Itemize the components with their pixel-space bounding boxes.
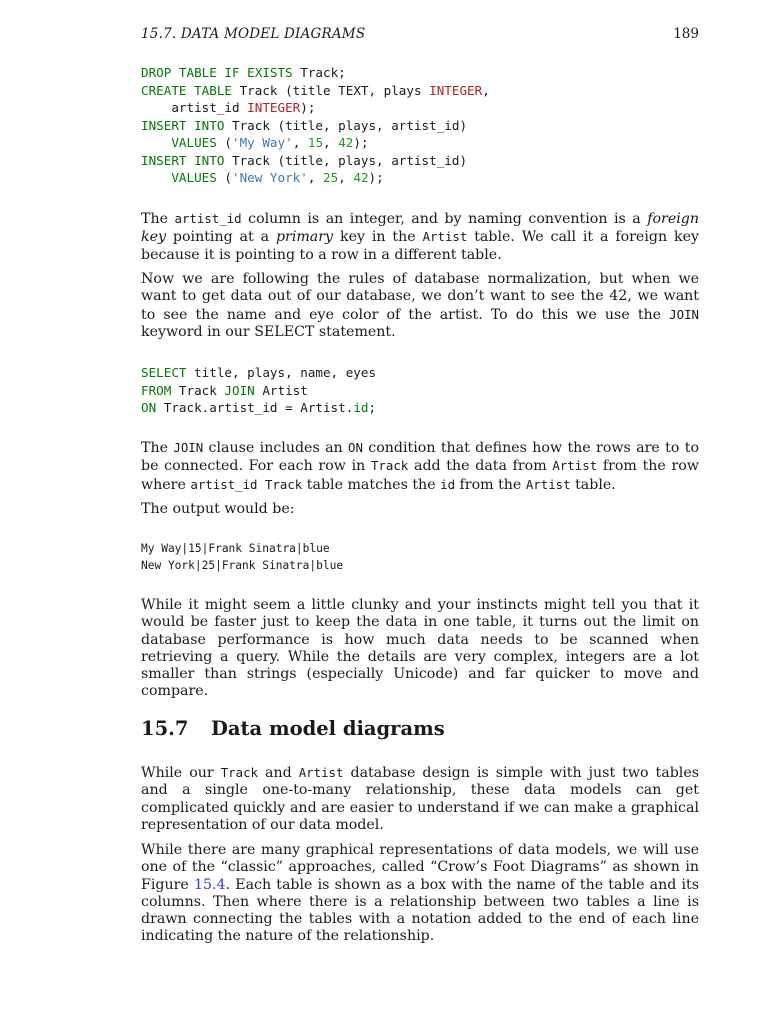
paragraph-join-clause: The JOIN clause includes an ON condition that defines how the rows are to to be connected. For each row in Track add the data from Artist from the row where artist_id Track table matches the id from the Artist table. — [141, 440, 699, 493]
paragraph-crows-foot: While there are many graphical representations of data models, we will use one of the “classic” approaches, called “Crow’s Foot Diagrams” as shown in Figure 15.4. Each table is shown as a box with the name of the table and its columns. Then where there is a relationship between two tables a line is drawn connecting the tables with a notation added to the end of each line indicating the nature of the relationship. — [141, 842, 700, 945]
section-title: Data model diagrams — [211, 717, 445, 740]
code-line: INSERT INTO Track (title, plays, artist_id) — [141, 117, 468, 133]
paragraph-normalization: Now we are following the rules of database normalization, but when we want to get data out of our database, we don’t want to see the 42, we want to see the name and eye color of the artist. To do this we use the JOIN keyword in our SELECT statement. — [141, 271, 699, 340]
code-block-select-join — [141, 364, 376, 417]
figure-reference-link[interactable]: 15.4 — [193, 876, 226, 893]
running-head — [141, 26, 699, 44]
code-block-create-track — [141, 64, 490, 187]
section-heading — [141, 717, 699, 740]
paragraph-performance: While it might seem a little clunky and your instincts might tell you that it would be faster just to keep the data in one table, it turns out the limit on database performance is how much data needs to be scanned when retrieving a query. While the details are very complex, integers are a lot smaller than strings (especially Unicode) and far quicker to move and compare. — [141, 597, 699, 700]
chapter-heading: 15.7. DATA MODEL DIAGRAMS — [141, 26, 366, 42]
section-number: 15.7 — [141, 717, 189, 740]
code-line: FROM Track JOIN Artist — [141, 382, 308, 398]
page-number: 189 — [673, 26, 699, 42]
paragraph-foreign-key: The artist_id column is an integer, and by naming convention is a foreign key pointing at a primary key in the Artist table. We call it a foreign key because it is pointing to a row in a different table. — [141, 211, 699, 263]
code-line: INSERT INTO Track (title, plays, artist_id) — [141, 152, 468, 168]
code-line: artist_id INTEGER); — [141, 100, 316, 115]
query-output — [141, 540, 343, 574]
code-line: VALUES ('New York', 25, 42); — [171, 170, 384, 185]
code-line: ON Track.artist_id = Artist.id; — [141, 400, 377, 415]
code-line: SELECT title, plays, name, eyes — [141, 365, 377, 380]
paragraph-output-intro: The output would be: — [141, 501, 295, 517]
code-line: CREATE TABLE Track (title TEXT, plays INTEGER, — [141, 82, 490, 98]
paragraph-data-models: While our Track and Artist database design is simple with just two tables and a single one-to-many relationship, these data models can get complicated quickly and are easier to understand if we can make a graphical representation of our data model. — [141, 765, 700, 833]
code-line: VALUES ('My Way', 15, 42); — [171, 135, 369, 150]
code-line: DROP TABLE IF EXISTS Track; — [141, 65, 346, 80]
output-line: New York|25|Frank Sinatra|blue — [141, 559, 344, 572]
output-line: My Way|15|Frank Sinatra|blue — [141, 542, 330, 555]
